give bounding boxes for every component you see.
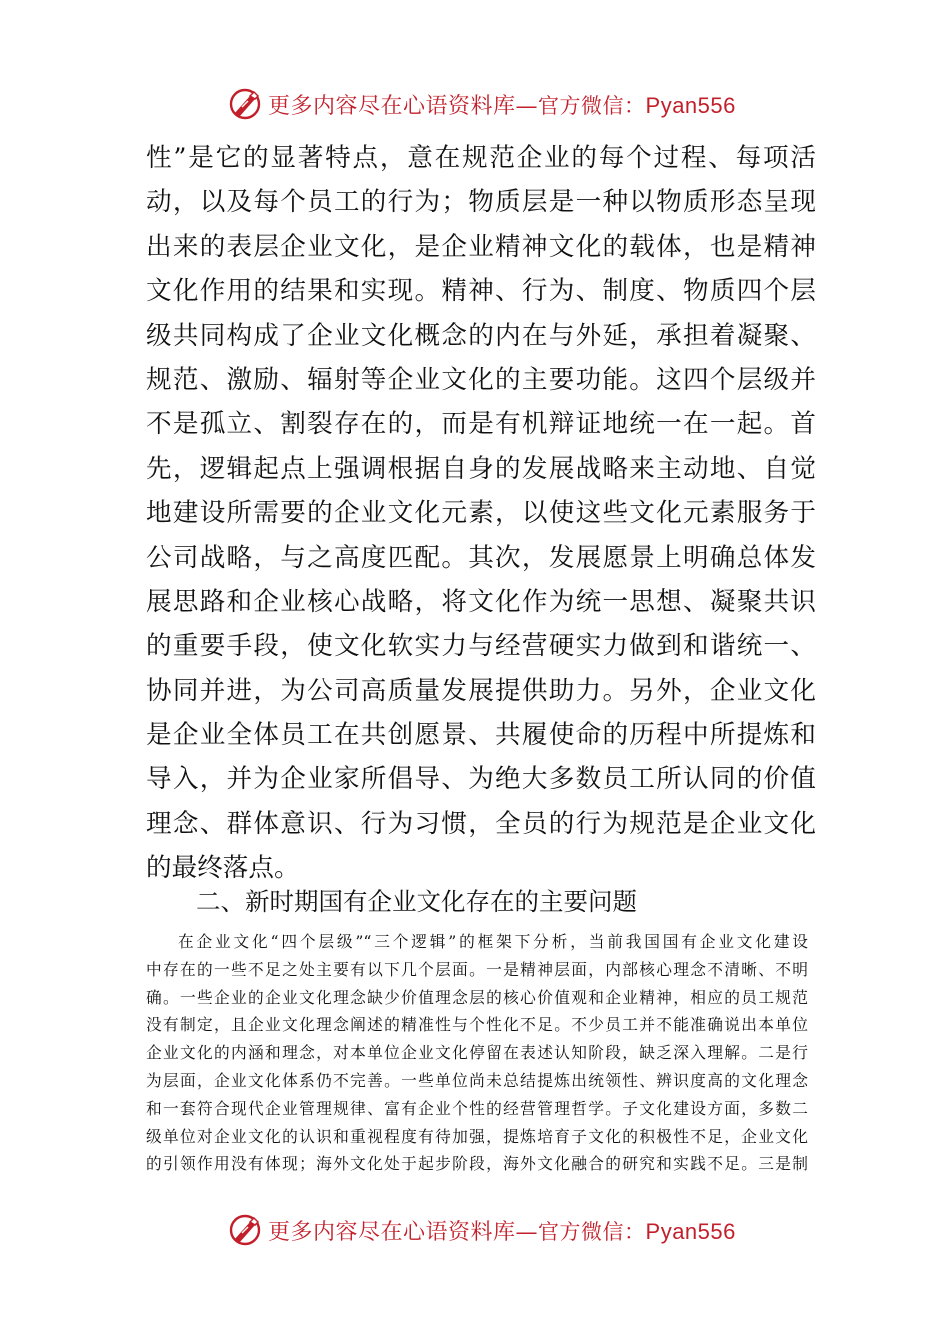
text-line: 公司战略，与之高度匹配。其次，发展愿景上明确总体发 [146, 542, 816, 573]
text-line: 规范、激励、辐射等企业文化的主要功能。这四个层级并 [146, 364, 816, 395]
section-paragraph [146, 928, 808, 1178]
text-line: 出来的表层企业文化，是企业精神文化的载体，也是精神 [146, 231, 816, 262]
text-line: 不是孤立、割裂存在的，而是有机辩证地统一在一起。首 [146, 409, 816, 440]
banner-dash: — [515, 1219, 539, 1245]
pen-nib-logo-icon [228, 87, 262, 121]
text-line: 理念、群体意识、行为习惯，全员的行为规范是企业文化 [146, 808, 816, 839]
banner-wechat-label: 官方微信： [538, 1219, 646, 1244]
text-line: 确。一些企业的企业文化理念缺少价值理念层的核心价值观和企业精神，相应的员工规范 [146, 987, 808, 1007]
header-banner-text [268, 89, 736, 120]
header-banner [228, 84, 788, 124]
text-line: 的最终落点。 [146, 853, 300, 884]
text-line: 协同并进，为公司高质量发展提供助力。另外，企业文化 [146, 675, 816, 706]
text-line: 级共同构成了企业文化概念的内在与外延，承担着凝聚、 [146, 320, 816, 351]
footer-banner [228, 1210, 788, 1250]
text-line: 级单位对企业文化的认识和重视程度有待加强，提炼培育子文化的积极性不足，企业文化 [146, 1126, 808, 1146]
text-line: 为层面，企业文化体系仍不完善。一些单位尚未总结提炼出统领性、辨识度高的文化理念 [146, 1070, 808, 1090]
text-line: 和一套符合现代企业管理规律、富有企业个性的经营管理哲学。子文化建设方面，多数二 [146, 1098, 808, 1118]
text-line: 在企业文化“四个层级”“三个逻辑”的框架下分析，当前我国国有企业文化建设 [178, 932, 808, 951]
banner-main-text: 更多内容尽在心语资料库 [268, 1219, 516, 1245]
text-line: 导入，并为企业家所倡导、为绝大多数员工所认同的价值 [146, 764, 816, 795]
text-line: 的引领作用没有体现；海外文化处于起步阶段，海外文化融合的研究和实践不足。三是制 [146, 1154, 808, 1174]
banner-wechat-id: Pyan556 [645, 1218, 736, 1244]
text-line: 文化作用的结果和实现。精神、行为、制度、物质四个层 [146, 276, 816, 307]
pen-nib-logo-icon [228, 1213, 262, 1247]
banner-wechat-label: 官方微信： [538, 93, 646, 118]
text-line: 中存在的一些不足之处主要有以下几个层面。一是精神层面，内部核心理念不清晰、不明 [146, 959, 808, 979]
section-heading: 二、新时期国有企业文化存在的主要问题 [196, 887, 637, 916]
main-paragraph [146, 136, 816, 891]
text-line: 是企业全体员工在共创愿景、共履使命的历程中所提炼和 [146, 720, 816, 751]
text-line: 动，以及每个员工的行为；物质层是一种以物质形态呈现 [146, 187, 816, 218]
text-line: 性”是它的显著特点，意在规范企业的每个过程、每项活 [146, 143, 816, 173]
banner-main-text: 更多内容尽在心语资料库 [268, 93, 516, 119]
banner-dash: — [515, 93, 539, 119]
footer-banner-text [268, 1215, 736, 1246]
text-line: 企业文化的内涵和理念，对本单位企业文化停留在表述认知阶段，缺乏深入理解。二是行 [146, 1043, 808, 1063]
banner-wechat-id: Pyan556 [645, 92, 736, 118]
text-line: 展思路和企业核心战略，将文化作为统一思想、凝聚共识 [146, 586, 816, 617]
text-line: 地建设所需要的企业文化元素，以使这些文化元素服务于 [146, 498, 816, 529]
text-line: 先，逻辑起点上强调根据自身的发展战略来主动地、自觉 [146, 453, 816, 484]
text-line: 的重要手段，使文化软实力与经营硬实力做到和谐统一、 [146, 631, 816, 662]
text-line: 没有制定，且企业文化理念阐述的精准性与个性化不足。不少员工并不能准确说出本单位 [146, 1015, 808, 1035]
